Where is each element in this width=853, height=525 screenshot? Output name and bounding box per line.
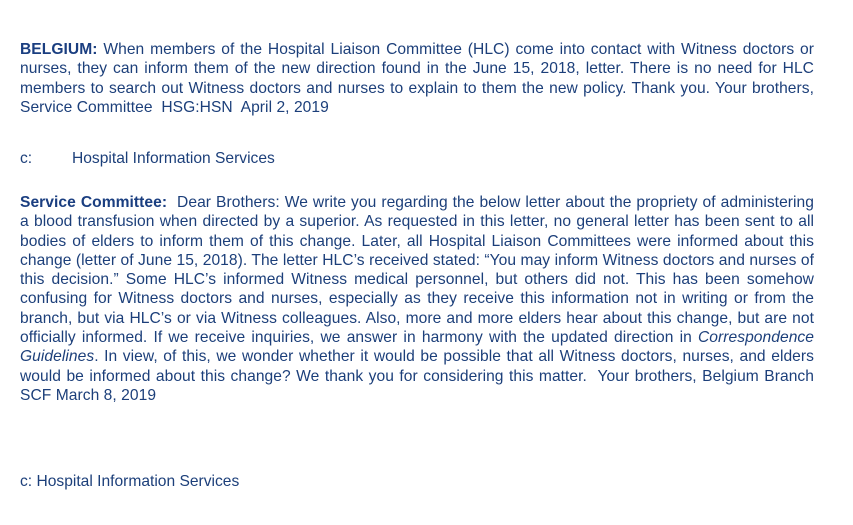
service-committee-paragraph [20, 193, 814, 405]
service-paragraph-text-after: . In view, of this, we wonder whether it would be possible that all Witness doctors, nurses, and elders would be informed about this change? We thank you for considering this matter. Your brothers, Belgium Branch SCF March 8, 2019 [20, 348, 814, 404]
service-paragraph-text-before: Dear Brothers: We write you regarding the below letter about the propriety of administering a blood transfusion when directed by a superior. As requested in this letter, no general letter has been sent to all bodies of elders to inform them of this change. Later, all Hospital Liaison Committees were informed about this change (letter of June 15, 2018). The letter HLC’s received stated: “You may inform Witness doctors and nurses of this decision.” Some HLC’s informed Witness medical personnel, but others did not. This has been somehow confusing for Witness doctors and nurses, especially as they receive this information not in writing or from the branch, but via HLC’s or via Witness colleagues. Also, more and more elders hear about this change, but are not officially informed. If we receive inquiries, we answer in harmony with the updated direction in [20, 194, 814, 347]
cc-line-second-text: c: Hospital Information Services [20, 473, 240, 490]
belgium-paragraph-text: When members of the Hospital Liaison Committee (HLC) come into contact with Witness doctors or nurses, they can inform them of the new direction found in the June 15, 2018, letter. There is no need for HLC members to search out Witness doctors and nurses to explain to them the new policy. Thank you. Your brothers, Service Committee HSG:HSN April 2, 2019 [20, 41, 814, 116]
cc-recipient: Hospital Information Services [72, 150, 275, 167]
cc-line-first [20, 149, 275, 168]
cc-line-second [20, 472, 239, 491]
service-committee-lead-label: Service Committee: [20, 194, 168, 211]
cc-label: c: [20, 150, 33, 167]
belgium-lead-label: BELGIUM: [20, 41, 98, 58]
correspondence-guidelines-title: Correspondence Guidelines [20, 329, 814, 366]
belgium-paragraph [20, 40, 814, 117]
